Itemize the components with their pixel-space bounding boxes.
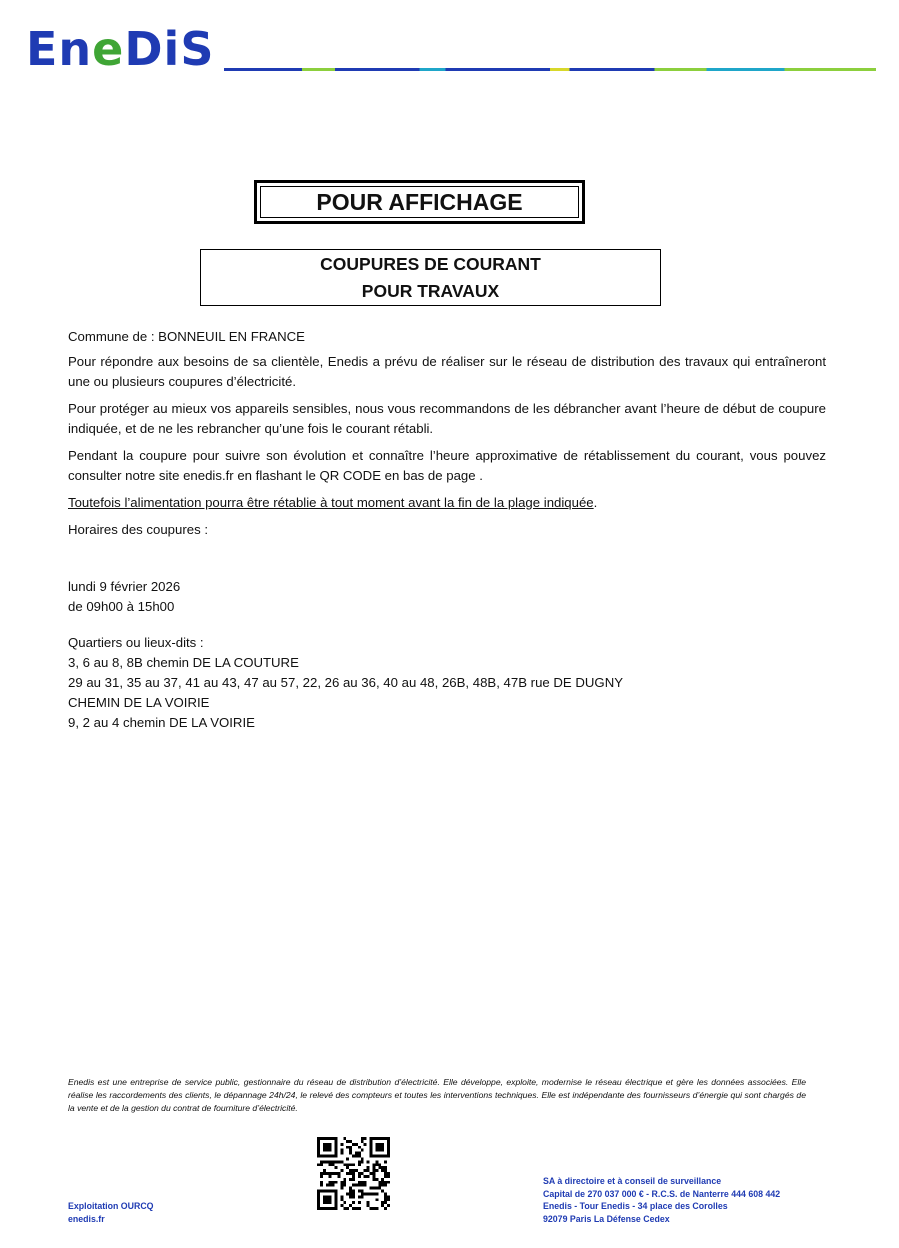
affichage-title: POUR AFFICHAGE xyxy=(260,186,579,218)
footer-legal-text: Enedis est une entreprise de service public, gestionnaire du réseau de distribution d’électricité. Elle développe, exploite, modernise le réseau électrique et gère les données associées. Elle réalise les raccordements des clients, le dépannage 24h/24, le relevé des compteurs et toutes les interventions techniques. Elle est indépendante des fournisseurs d’énergie qui sont chargés de la vente et de la gestion du contrat de fourniture d’électricité. xyxy=(68,1077,806,1113)
logo-part-3: DiS xyxy=(124,22,215,76)
qr-code[interactable] xyxy=(317,1137,390,1210)
schedule-time: de 09h00 à 15h00 xyxy=(68,599,175,614)
quartier-item: 29 au 31, 35 au 37, 41 au 43, 47 au 57, 22, 26 au 36, 40 au 48, 26B, 48B, 47B rue DE DUGNY xyxy=(68,675,624,690)
title-line-1: COUPURES DE COURANT xyxy=(320,253,541,274)
header-rule xyxy=(224,68,876,71)
company-line: SA à directoire et à conseil de surveillance xyxy=(543,1176,722,1186)
exploitation-label: Exploitation OURCQ xyxy=(68,1201,154,1211)
notice-end: . xyxy=(593,495,598,510)
notice: Toutefois l’alimentation pourra être rétablie à tout moment avant la fin de la plage indiquée xyxy=(68,495,594,510)
para-1: Pour répondre aux besoins de sa clientèle, Enedis a prévu de réaliser sur le réseau de distribution des travaux qui entraîneront une ou plusieurs coupures d’électricité. xyxy=(68,354,826,389)
footer-left xyxy=(68,1200,154,1226)
company-line: Capital de 270 037 000 € - R.C.S. de Nanterre 444 608 442 xyxy=(543,1188,781,1199)
logo-part-2: e xyxy=(92,22,125,76)
paragraph-3 xyxy=(68,446,826,486)
title-line-2: POUR TRAVAUX xyxy=(361,280,500,301)
quartier-item: 9, 2 au 4 chemin DE LA VOIRIE xyxy=(68,715,255,730)
paragraph-2 xyxy=(68,399,826,439)
quartiers xyxy=(68,633,826,733)
quartiers-label: Quartiers ou lieux-dits : xyxy=(68,635,204,650)
enedis-logo xyxy=(26,22,215,76)
quartier-item: 3, 6 au 8, 8B chemin DE LA COUTURE xyxy=(68,655,299,670)
schedule-date: lundi 9 février 2026 xyxy=(68,579,181,594)
quartier-item: CHEMIN DE LA VOIRIE xyxy=(68,695,210,710)
logo-part-1: En xyxy=(26,22,93,76)
title-box xyxy=(200,249,661,306)
company-line: 92079 Paris La Défense Cedex xyxy=(543,1214,670,1225)
commune-line xyxy=(68,327,826,347)
site-link[interactable]: enedis.fr xyxy=(68,1214,105,1224)
para-3: Pendant la coupure pour suivre son évolution et connaître l’heure approximative de rétablissement du courant, vous pouvez consulter notre site enedis.fr en flashant le QR CODE en bas de page . xyxy=(68,448,826,483)
notice-line xyxy=(68,493,826,513)
horaires-label: Horaires des coupures : xyxy=(68,522,209,537)
paragraph-1 xyxy=(68,352,826,392)
company-line: Enedis - Tour Enedis - 34 place des Corolles xyxy=(543,1201,728,1212)
footer-company-info xyxy=(543,1175,780,1226)
horaires-line xyxy=(68,520,826,540)
commune: Commune de : BONNEUIL EN FRANCE xyxy=(68,329,305,344)
affichage-box xyxy=(254,180,585,224)
schedule xyxy=(68,577,826,617)
para-2: Pour protéger au mieux vos appareils sensibles, nous vous recommandons de les débrancher avant l’heure de début de coupure indiquée, et de ne les rebrancher qu’une fois le courant rétabli. xyxy=(68,401,826,436)
